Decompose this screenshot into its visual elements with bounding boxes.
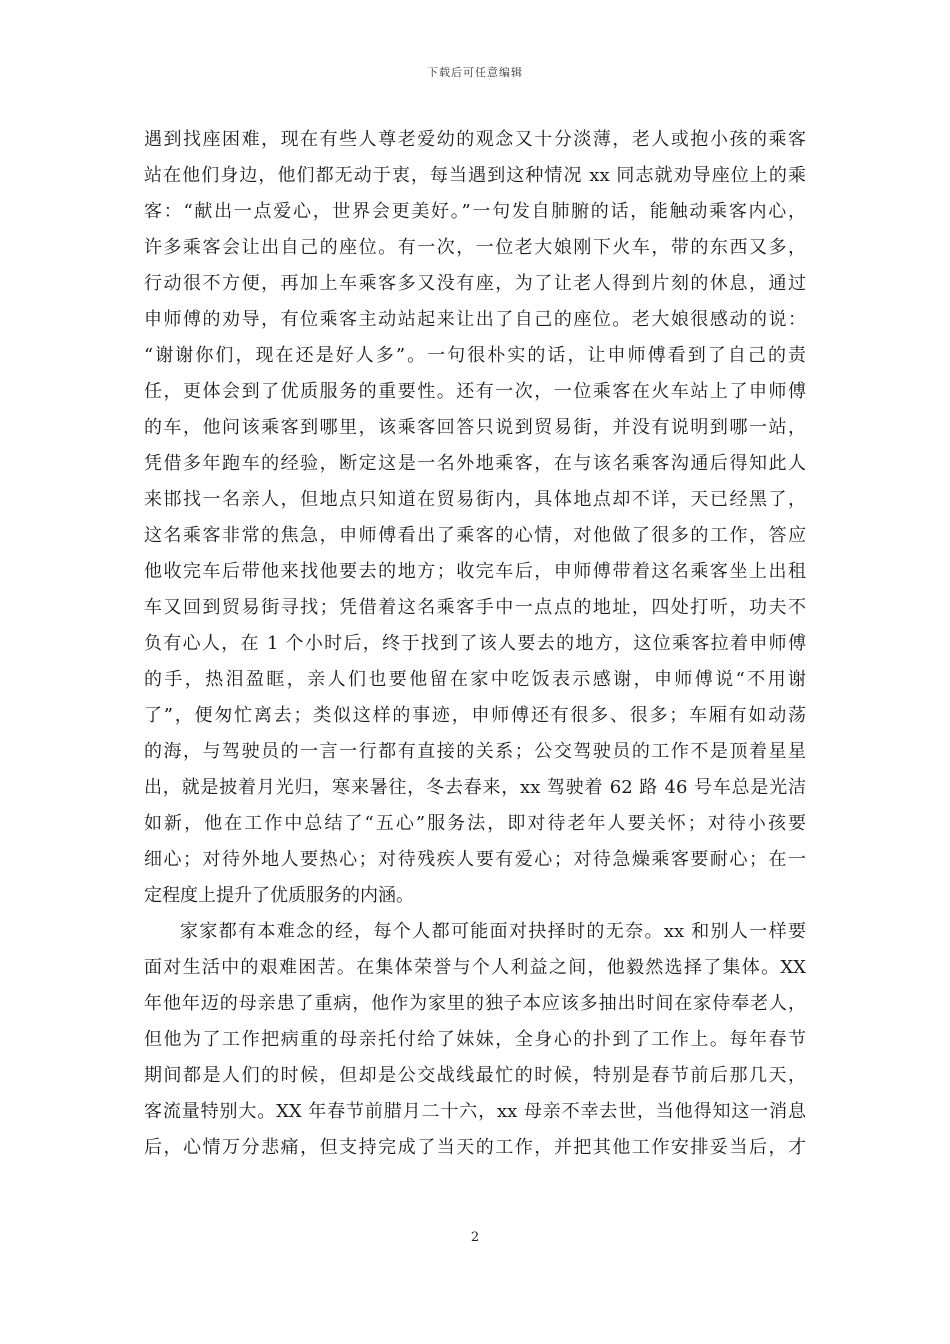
text-line: 后，心情万分悲痛，但支持完成了当天的工作，并把其他工作安排妥当后，才 [144, 1137, 806, 1158]
text-line: 定程度上提升了优质服务的内涵。 [144, 885, 414, 906]
text-line: 年他年迈的母亲患了重病，他作为家里的独子本应该多抽出时间在家侍奉老人， [144, 993, 806, 1014]
text-line: 行动很不方便，再加上车乘客多又没有座，为了让老人得到片刻的休息，通过 [144, 273, 806, 294]
text-line: 他收完车后带他来找他要去的地方；收完车后，申师傅带着这名乘客坐上出租 [144, 561, 806, 582]
text-line: 出，就是披着月光归，寒来暑往，冬去春来，xx 驾驶着 62 路 46 号车总是光洁 [144, 777, 806, 798]
text-line: 细心；对待外地人要热心；对待残疾人要有爱心；对待急燥乘客要耐心；在一 [144, 849, 806, 870]
body-text [144, 122, 806, 1166]
text-line: 来邯找一名亲人，但地点只知道在贸易街内，具体地点却不详，天已经黑了， [144, 489, 806, 510]
text-line: 申师傅的劝导，有位乘客主动站起来让出了自己的座位。老大娘很感动的说： [144, 309, 806, 330]
text-line: 凭借多年跑车的经验，断定这是一名外地乘客，在与该名乘客沟通后得知此人 [144, 453, 806, 474]
text-line: 任，更体会到了优质服务的重要性。还有一次，一位乘客在火车站上了申师傅 [144, 381, 806, 402]
text-line: 这名乘客非常的焦急，申师傅看出了乘客的心情，对他做了很多的工作，答应 [144, 525, 806, 546]
text-line: 客：“献出一点爱心，世界会更美好。”一句发自肺腑的话，能触动乘客内心， [144, 201, 806, 222]
text-line: 了”，便匆忙离去；类似这样的事迹，申师傅还有很多、很多；车厢有如动荡 [144, 705, 806, 726]
text-line: 如新，他在工作中总结了“五心”服务法，即对待老年人要关怀；对待小孩要 [144, 813, 806, 834]
text-line: 期间都是人们的时候，但却是公交战线最忙的时候，特别是春节前后那几天， [144, 1065, 806, 1086]
text-line: 面对生活中的艰难困苦。在集体荣誉与个人利益之间，他毅然选择了集体。XX [144, 957, 806, 978]
text-line: 遇到找座困难，现在有些人尊老爱幼的观念又十分淡薄，老人或抱小孩的乘客 [144, 129, 806, 150]
text-line: 车又回到贸易街寻找；凭借着这名乘客手中一点点的地址，四处打听，功夫不 [144, 597, 806, 618]
text-line: 家家都有本难念的经，每个人都可能面对抉择时的无奈。xx 和别人一样要 [180, 921, 806, 942]
text-line: 的手，热泪盈眶，亲人们也要他留在家中吃饭表示感谢，申师傅说“不用谢 [144, 669, 806, 690]
text-line: 但他为了工作把病重的母亲托付给了妹妹，全身心的扑到了工作上。每年春节 [144, 1029, 806, 1050]
page-number: 2 [470, 1230, 480, 1245]
text-line: 的车，他问该乘客到哪里，该乘客回答只说到贸易街，并没有说明到哪一站， [144, 417, 806, 438]
text-line: 站在他们身边，他们都无动于衷，每当遇到这种情况 xx 同志就劝导座位上的乘 [144, 165, 806, 186]
text-line: 负有心人，在 1 个小时后，终于找到了该人要去的地方，这位乘客拉着申师傅 [144, 633, 806, 654]
paragraph-2 [144, 914, 806, 1166]
text-line: 许多乘客会让出自己的座位。有一次，一位老大娘刚下火车，带的东西又多， [144, 237, 806, 258]
paragraph-1 [144, 122, 806, 914]
text-line: 的海，与驾驶员的一言一行都有直接的关系；公交驾驶员的工作不是顶着星星 [144, 741, 806, 762]
page-header: 下载后可任意编辑 [427, 66, 523, 79]
text-line: “谢谢你们，现在还是好人多”。一句很朴实的话，让申师傅看到了自己的责 [144, 345, 806, 366]
text-line: 客流量特别大。XX 年春节前腊月二十六，xx 母亲不幸去世，当他得知这一消息 [144, 1101, 806, 1122]
